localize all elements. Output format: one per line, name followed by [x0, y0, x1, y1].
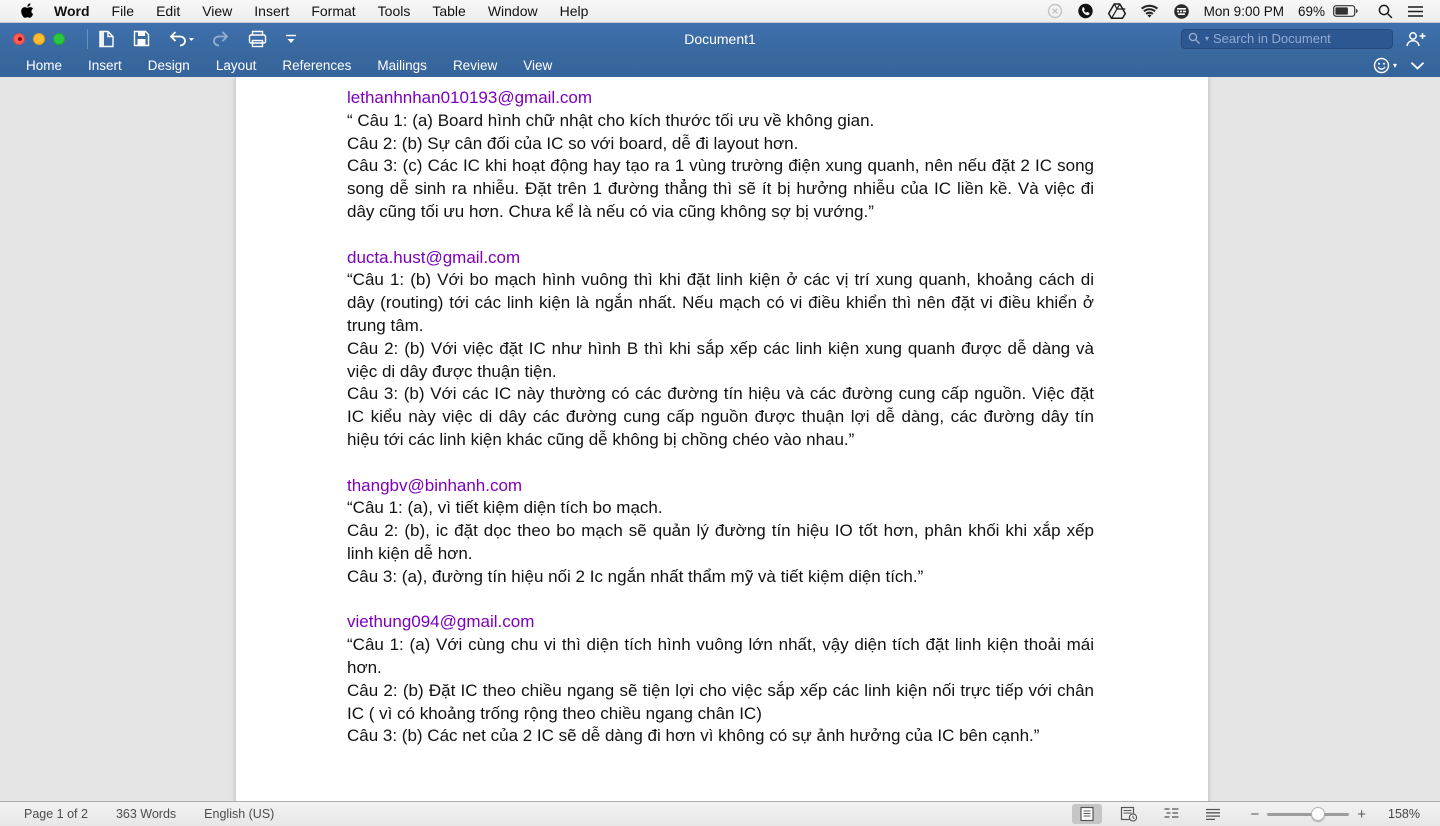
zoom-controls	[1250, 807, 1366, 822]
document-text	[236, 77, 1208, 748]
battery-icon[interactable]	[1333, 5, 1358, 17]
undo-icon[interactable]	[168, 31, 194, 47]
answer-paragraph: “Câu 1: (b) Với bo mạch hình vuông thì khi đặt linh kiện ở các vị trí xung quanh, khoảng cách di dây (routing) tới các linh kiện là ngắn nhất. Nếu mạch có vi điều khiển thì nên đặt vi điều khiển ở trung tâm.	[347, 270, 1094, 335]
answer-paragraph: Câu 2: (b) Đặt IC theo chiều ngang sẽ tiện lợi cho việc sắp xếp các linh kiện nối trực tiếp với chân IC ( vì có khoảng trống rộng theo chiều ngang chân IC)	[347, 680, 1094, 723]
quick-access-toolbar	[98, 30, 297, 48]
menu-item-format[interactable]: Format	[311, 2, 356, 19]
share-document-icon[interactable]	[1405, 31, 1426, 47]
tab-mailings[interactable]: Mailings	[377, 58, 427, 73]
zoom-in-button[interactable]: +	[1357, 805, 1366, 823]
draft-view-button[interactable]	[1198, 804, 1228, 824]
print-icon[interactable]	[248, 30, 267, 48]
zoom-slider-knob[interactable]	[1311, 807, 1325, 821]
answer-block	[347, 247, 1094, 452]
tab-home[interactable]: Home	[26, 58, 63, 73]
email-link[interactable]: lethanhnhan010193@gmail.com	[347, 88, 593, 107]
answer-block	[347, 611, 1094, 748]
answer-block	[347, 475, 1094, 589]
answer-paragraph: Câu 2: (b), ic đặt dọc theo bo mạch sẽ quản lý đường tín hiệu IO tốt hơn, phân khối khi xắp xếp linh kiện dễ hơn.	[347, 521, 1094, 563]
menu-item-help[interactable]: Help	[559, 2, 589, 19]
answer-block	[347, 87, 1094, 224]
battery-percent: 69%	[1297, 3, 1325, 19]
zoom-out-button[interactable]: −	[1250, 805, 1260, 823]
tab-design[interactable]: Design	[147, 58, 190, 73]
minimize-window-button[interactable]	[33, 33, 45, 45]
page-indicator[interactable]: Page 1 of 2	[24, 807, 88, 821]
answer-paragraph: Câu 3: (b) Với các IC này thường có các đường tín hiệu và các đường cung cấp nguồn. Việc đặt IC kiểu này việc di dây các đường cung cấp nguồn được thuận lợi dễ dàng, các đường dây tín hiệu tới các linh kiện khác cũng dễ không bị chồng chéo vào nhau.”	[347, 384, 1094, 449]
email-link[interactable]: viethung094@gmail.com	[347, 612, 535, 632]
google-drive-icon[interactable]	[1108, 3, 1126, 19]
document-page[interactable]	[236, 77, 1208, 801]
email-link[interactable]: ducta.hust@gmail.com	[347, 247, 521, 267]
zoom-level[interactable]: 158%	[1388, 807, 1420, 821]
outline-view-button[interactable]	[1156, 804, 1186, 824]
menu-item-window[interactable]: Window	[487, 2, 538, 19]
answer-paragraph: “ Câu 1: (a) Board hình chữ nhật cho kích thước tối ưu về không gian.	[347, 110, 875, 130]
dismiss-circle-icon[interactable]	[1047, 3, 1063, 19]
answer-paragraph: Câu 3: (b) Các net của 2 IC sẽ dễ dàng đi hơn vì không có sự ảnh hưởng của IC bên cạnh.”	[347, 726, 1040, 746]
answer-paragraph: Câu 3: (c) Các IC khi hoạt động hay tạo ra 1 vùng trường điện xung quanh, nên nếu đặt 2 IC song song dễ sinh ra nhiễu. Đặt trên 1 đường thẳng thì sẽ ít bị hưởng nhiễu của IC liền kề. Và việc đi dây cũng tối ưu hơn. Chưa kể là nếu có via cũng không sợ bị vướng.”	[347, 156, 1094, 221]
spotlight-search-icon[interactable]	[1378, 4, 1393, 19]
tab-review[interactable]: Review	[452, 58, 498, 73]
tab-references[interactable]: References	[282, 58, 352, 73]
zoom-slider[interactable]	[1267, 813, 1349, 816]
tab-layout[interactable]: Layout	[215, 58, 257, 73]
document-area[interactable]	[0, 77, 1440, 801]
wifi-icon[interactable]	[1140, 4, 1159, 19]
email-link[interactable]: thangbv@binhanh.com	[347, 475, 523, 495]
document-title: Document1	[684, 30, 756, 47]
notification-center-icon[interactable]	[1407, 5, 1424, 18]
save-icon[interactable]	[133, 30, 150, 47]
close-window-button[interactable]	[13, 33, 25, 45]
search-in-document-box[interactable]	[1181, 29, 1393, 49]
viber-icon[interactable]	[1077, 3, 1094, 20]
answer-paragraph: Câu 3: (a), đường tín hiệu nối 2 Ic ngắn nhất thẩm mỹ và tiết kiệm diện tích.”	[347, 566, 924, 586]
collapse-ribbon-chevron-icon[interactable]	[1411, 62, 1424, 70]
window-controls	[0, 33, 77, 45]
menu-bar-clock[interactable]: Mon 9:00 PM	[1203, 3, 1284, 19]
menu-item-view[interactable]: View	[202, 2, 233, 19]
menu-item-tools[interactable]: Tools	[377, 2, 411, 19]
print-layout-view-button[interactable]	[1072, 804, 1102, 824]
search-icon	[1188, 32, 1201, 45]
toolbar-separator	[87, 29, 88, 49]
customize-toolbar-icon[interactable]	[285, 33, 297, 45]
language-indicator[interactable]: English (US)	[204, 807, 275, 821]
search-input[interactable]	[1213, 31, 1389, 46]
menu-item-word[interactable]: Word	[54, 2, 90, 19]
answer-paragraph: Câu 2: (b) Với việc đặt IC như hình B thì khi sắp xếp các linh kiện xung quanh được dễ dàng và việc di dây được thuận tiện.	[347, 338, 1094, 381]
menu-item-table[interactable]: Table	[432, 2, 466, 19]
menu-item-file[interactable]: File	[111, 2, 135, 19]
zoom-window-button[interactable]	[53, 33, 65, 45]
answer-paragraph: “Câu 1: (a) Với cùng chu vi thì diện tích hình vuông lớn nhất, vậy diện tích đặt linh kiện thoải mái hơn.	[347, 635, 1094, 677]
menu-bar-status-area	[1047, 3, 1440, 20]
menu-item-insert[interactable]: Insert	[254, 2, 290, 19]
status-bar	[0, 801, 1440, 826]
input-source-icon[interactable]	[1173, 3, 1190, 20]
web-layout-view-button[interactable]	[1114, 804, 1144, 824]
macos-menu-bar	[0, 0, 1440, 23]
apple-menu-icon[interactable]	[0, 3, 52, 19]
word-count[interactable]: 363 Words	[115, 807, 177, 821]
answer-paragraph: “Câu 1: (a), vì tiết kiệm diện tích bo mạch.	[347, 498, 663, 518]
word-title-bar	[0, 23, 1440, 54]
menu-item-edit[interactable]: Edit	[156, 2, 181, 19]
feedback-smiley-icon[interactable]: ▾	[1373, 57, 1397, 74]
search-scope-chevron-icon[interactable]: ▾	[1205, 34, 1210, 43]
answer-paragraph: Câu 2: (b) Sự cân đối của IC so với board, dễ đi layout hơn.	[347, 133, 799, 153]
tab-view[interactable]: View	[523, 58, 553, 73]
new-document-icon[interactable]	[98, 30, 115, 48]
redo-icon[interactable]	[212, 31, 230, 47]
ribbon-tab-row	[0, 54, 1440, 77]
tab-insert[interactable]: Insert	[88, 58, 122, 73]
